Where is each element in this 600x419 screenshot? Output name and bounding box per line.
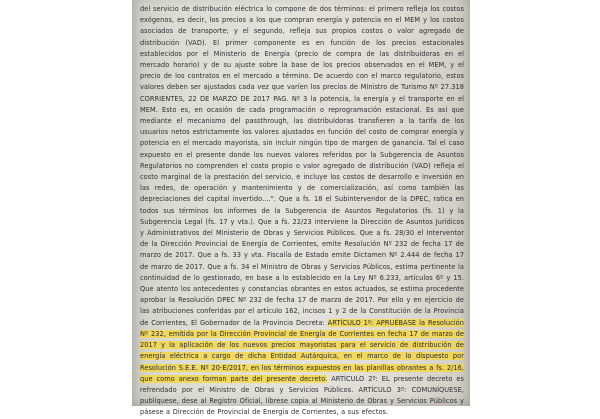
text-line: Subgerencia de Asuntos Regulatorios no comprenden el costo propio o valor agregado de [140, 150, 464, 170]
text-line: varíen los precios de Ministro de Turismo Nº 27.318 CORRIENTES, 22 DE MARZO DE 2017 PAG. [140, 83, 464, 103]
highlighted-line: ARTÍCULO 1º: APRUÉBASE la Resolución Nº 232, emitida [140, 318, 464, 338]
text-line: ARTÍCULO 2º: EL presente decreto es refrendado por el Ministro de Obras y Servicios [140, 374, 464, 394]
text-line: transfieren a la tarifa de los usuarios netos estrictamente los valores ajustados en función del costo [140, 117, 465, 137]
text-line: Resolución DPEC Nº 232 de fecha 17 de marzo de 2017. Por ello y en ejercicio de las atribuciones [140, 296, 464, 316]
text-line: Públicos. ARTÍCULO 3º: COMUNÍQUESE, publíquese, dese al Registro Oficial, líbrese copia al [140, 385, 464, 406]
text-line: Dirección Provincial de Energía de Corrientes, emite Resolución Nº 232 de fecha 17 de marzo de [140, 240, 465, 260]
highlighted-line: por la Dirección Provincial de Energía de Corrientes en fecha 17 de marzo de 2017 y la aplicación [140, 329, 465, 350]
text-line: antecedentes y constancias obrantes en estos actuados, se estima procedente aprobar la [140, 285, 465, 305]
text-line: sobre la base de los precios observados en el MEM, y el precio de los contratos en el mercado a [140, 61, 465, 81]
text-line: Subgerencia Legal (fs. 17 y vta.). Que a fs. 22/23 interviene la Dirección de Asuntos Jurídicos y [140, 217, 464, 238]
text-line: 2017. Que a fs. 33 y vta. Fiscalía de Estado emite Dictamen Nº 2.444 de fecha 17 de marzo de [140, 251, 465, 271]
text-line: del servicio de distribución eléctrica lo compone de dos términos: el primero refleja los costos [140, 5, 464, 13]
text-line: ganancia. Tal el caso expuesto en el presente donde los nuevos valores referidos por la [140, 139, 465, 159]
text-line: de comprar energía y potencia en el mercado mayorista, sin incluir ningún tipo de margen de [140, 128, 465, 148]
text-line: Ministerio de Energía (precio de compra de las distribuidoras en el mercado horario) y de su ajuste [140, 49, 464, 70]
text-line: Nº 3 la potencia, la energía y el transporte en el MEM. Esto es, en ocasión de cada programación [140, 94, 464, 114]
text-line: conferidas por el artículo 162, incisos 1 y 2 de la Constitución de la Provincia de Corrientes, El [140, 307, 465, 327]
text-line: Administrativos del Ministerio de Obras y Servicios Públicos. Que a fs. 28/30 el Interventor de la [140, 229, 465, 249]
highlighted-line: términos expuestos en las planillas obrantes a fs. 2/16, que como anexo forman parte del presente [140, 363, 464, 383]
text-line: desarrollo e inversión en las redes, de operación y mantenimiento y de comercialización, así como [140, 173, 465, 193]
text-line: ratica en todos sus términos los informes de la Subgerencia de Asuntos Regulatorios (fs. 1) y la [140, 195, 464, 215]
text-line: 2017. Que a fs. 34 el Ministro de Obras y Servicios Públicos, estima pertinente la continuidad de lo [140, 262, 464, 282]
text-line: término. De acuerdo con el marco regulatorio, estos valores deben ser ajustados cada vez que [140, 72, 465, 92]
text-line: distribución (VAD) refleja el costo marginal de la prestación del servicio, e incluye los costos de [140, 161, 465, 182]
document-page [132, 0, 470, 417]
decree-body [140, 4, 464, 419]
text-line: asociados de transporte; y el segundo, refleja sus propios costos o valor agregado de distribución [140, 27, 464, 47]
text-line: gestionado, en base a lo establecido en la Ley Nº 6.233, artículos 6º y 15. Que atento los [140, 273, 464, 294]
text-line: también las depreciaciones del capital invertido....". Que a fs. 18 el Subintervendor de la DPEC, [140, 184, 465, 204]
text-line: Ministerio de Obras y Servicios Públicos y pásese a Dirección de Provincial de Energía de [140, 397, 465, 417]
text-line: Gobernador de la Provincia Decreta: [200, 318, 328, 327]
highlighted-line: dicha Entidad Autárquica, en el marco de lo dispuesto por Resolución S.E.E. Nº 20-E/2017, en los [140, 352, 464, 372]
highlighted-line: decreto. [299, 374, 328, 383]
text-line: (VAD). El primer componente es en función de los precios estacionales establecidos por el [140, 38, 464, 58]
text-line: o reprogramación estacional. Es así que mediante el mecanismo del passthrough, las distribuidoras [140, 105, 465, 126]
highlighted-line: de los nuevos precios mayoristas para el servicio de distribución de energía eléctrica a cargo de [140, 341, 464, 361]
text-line: Corrientes, a sus efectos. [301, 408, 389, 417]
highlighted-article-1 [140, 319, 464, 383]
decree-text [140, 4, 464, 419]
text-line: exógenos, es decir, los precios a los que compran energía y potencia en el MEM y los costos [140, 16, 464, 25]
